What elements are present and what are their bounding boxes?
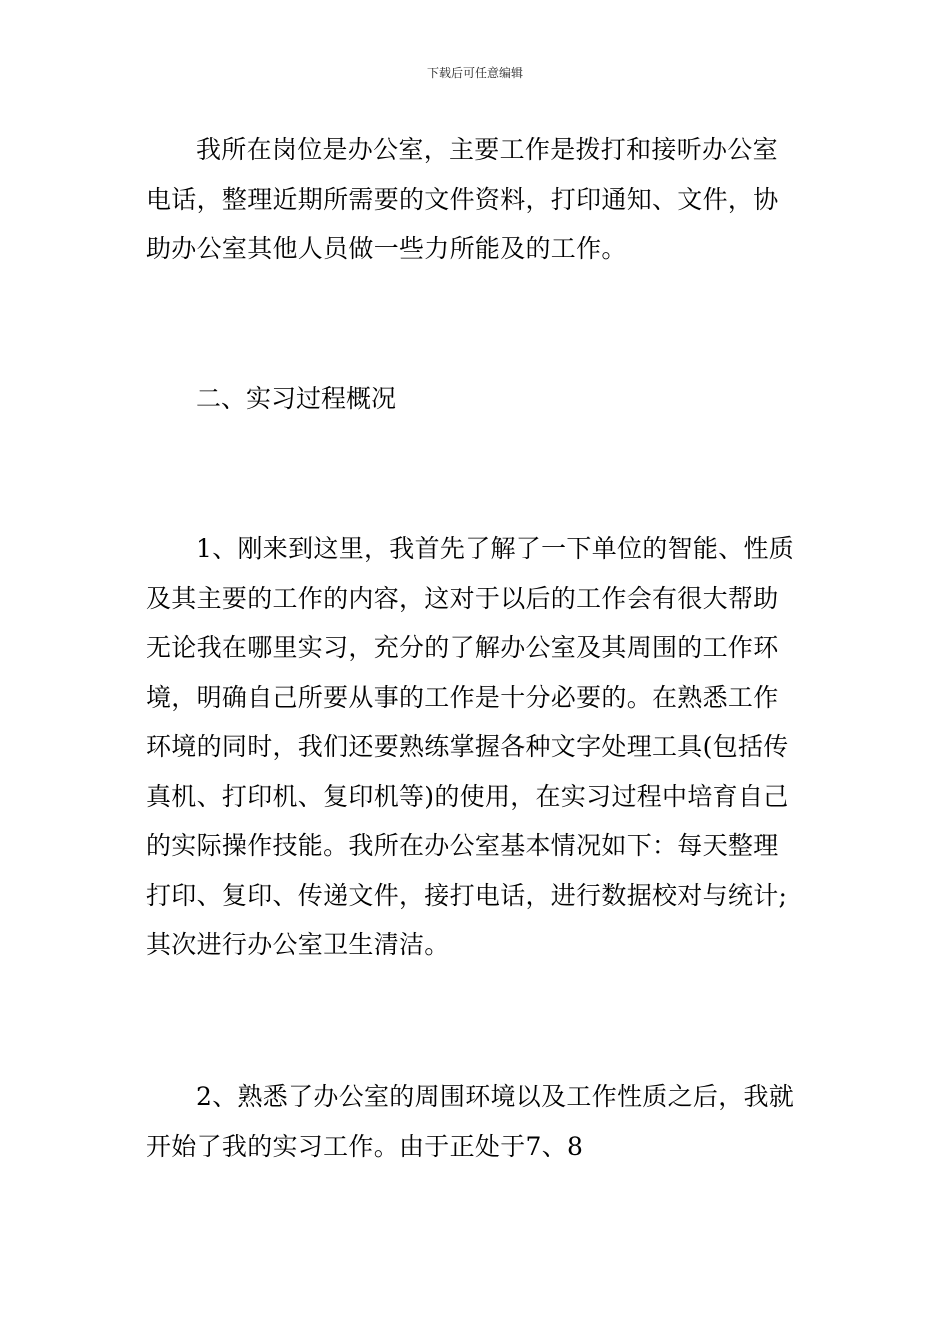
paragraph-line: 打印、复印、传递文件，接打电话，进行数据校对与统计; (146, 880, 788, 910)
paragraph-line: 境，明确自己所要从事的工作是十分必要的。在熟悉工作 (146, 682, 779, 712)
paragraph-second-step (146, 1072, 810, 1171)
page-header: 下载后可任意编辑 (426, 66, 523, 80)
paragraph-line: 无论我在哪里实习，充分的了解办公室及其周围的工作环 (146, 633, 779, 662)
paragraph-line: 其次进行办公室卫生清洁。 (146, 930, 450, 959)
paragraph-line: 环境的同时，我们还要熟练掌握各种文字处理工具(包括传 (146, 732, 789, 761)
paragraph-line: 1、刚来到这里，我首先了解了一下单位的智能、性质 (196, 534, 795, 563)
paragraph-line: 开始了我的实习工作。由于正处于7、8 (146, 1131, 584, 1161)
paragraph-line: 及其主要的工作的内容，这对于以后的工作会有很大帮助 (146, 583, 779, 613)
paragraph-line: 我所在岗位是办公室，主要工作是拨打和接听办公室 (196, 135, 778, 164)
paragraph-line: 电话，整理近期所需要的文件资料，打印通知、文件，协 (146, 184, 779, 214)
paragraph-line: 2、熟悉了办公室的周围环境以及工作性质之后，我就 (196, 1082, 795, 1111)
section-heading: 二、实习过程概况 (196, 384, 397, 413)
paragraph-job-description (146, 125, 810, 274)
paragraph-line: 真机、打印机、复印机等)的使用，在实习过程中培育自己 (146, 781, 789, 811)
paragraph-line: 助办公室其他人员做一些力所能及的工作。 (146, 234, 627, 263)
paragraph-line: 的实际操作技能。我所在办公室基本情况如下：每天整理 (146, 831, 779, 860)
paragraph-first-step (146, 524, 810, 970)
